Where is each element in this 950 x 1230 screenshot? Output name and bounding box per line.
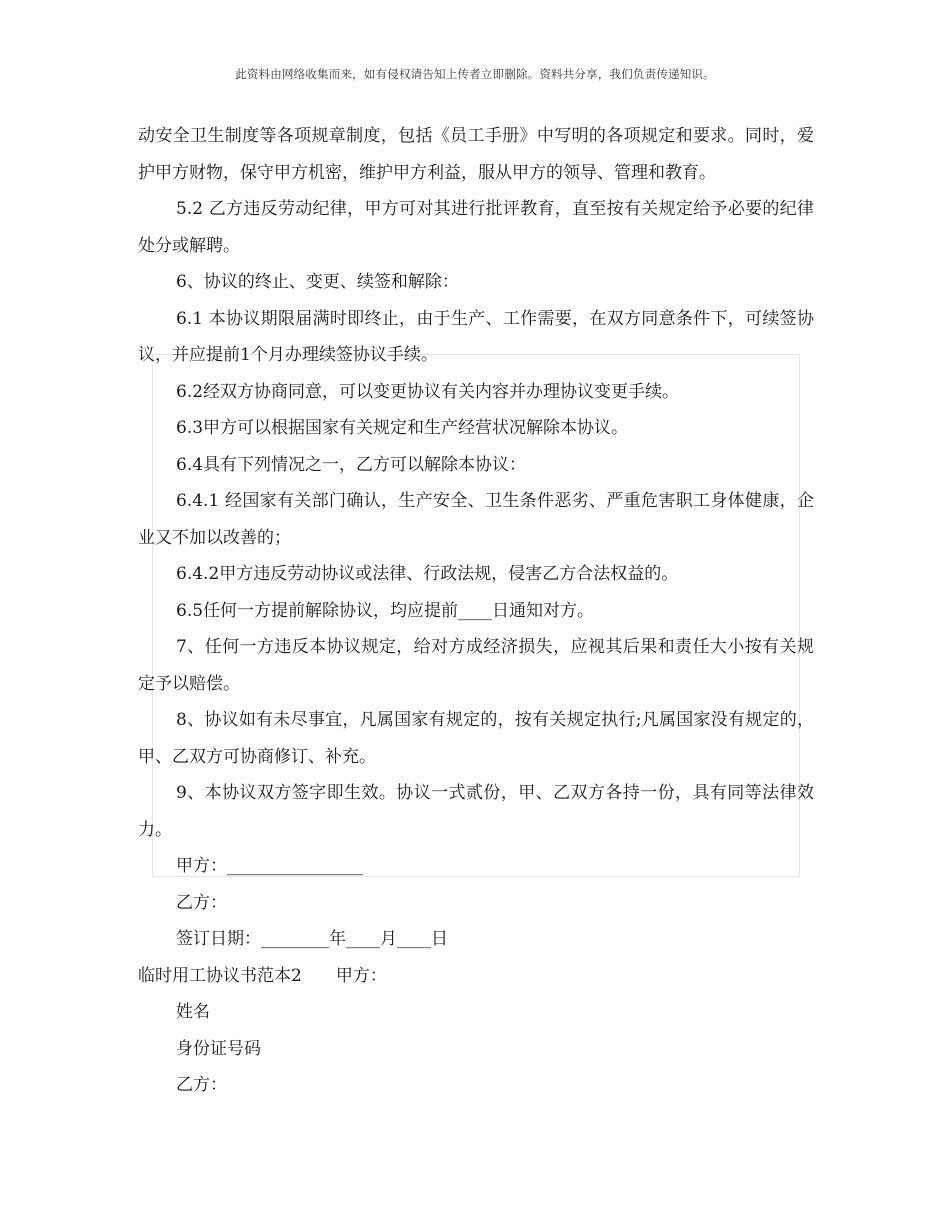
paragraph-rules-obligation: 动安全卫生制度等各项规章制度，包括《员工手册》中写明的各项规定和要求。同时，爱护甲方财物，保守甲方机密，维护甲方利益，服从甲方的领导、管理和教育。 xyxy=(138,126,814,183)
paragraph-6-3: 6.3甲方可以根据国家有关规定和生产经营状况解除本协议。 xyxy=(176,418,629,438)
page-header-notice: 此资料由网络收集而来，如有侵权请告知上传者立即删除。资料共分享，我们负责传递知识。 xyxy=(235,67,715,81)
field-party-b: 乙方： xyxy=(176,1075,227,1095)
signature-party-b: 乙方： xyxy=(176,892,227,913)
paragraph-6-heading: 6、协议的终止、变更、续签和解除： xyxy=(176,272,459,292)
paragraph-6-1: 6.1 本协议期限届满时即终止，由于生产、工作需要，在双方同意条件下，可续签协议，并应提前1个月办理续签协议手续。 xyxy=(138,308,814,365)
paragraph-9: 9、本协议双方签字即生效。协议一式贰份，甲、乙双方各持一份，具有同等法律效力。 xyxy=(138,783,814,840)
signing-date: 签订日期：________年____月____日 xyxy=(176,929,448,949)
paragraph-5-2: 5.2 乙方违反劳动纪律，甲方可对其进行批评教育，直至按有关规定给予必要的纪律处分或解聘。 xyxy=(138,199,814,256)
paragraph-8: 8、协议如有未尽事宜，凡属国家有规定的，按有关规定执行;凡属国家没有规定的，甲、乙双方可协商修订、补充。 xyxy=(138,710,814,767)
document-body xyxy=(138,118,814,1104)
paragraph-6-4-2: 6.4.2甲方违反劳动协议或法律、行政法规，侵害乙方合法权益的。 xyxy=(176,564,679,584)
paragraph-6-2: 6.2经双方协商同意，可以变更协议有关内容并办理协议变更手续。 xyxy=(176,381,680,402)
template-2-title: 临时用工协议书范本2 甲方： xyxy=(138,965,387,986)
field-id-number: 身份证号码 xyxy=(176,1038,261,1059)
paragraph-6-5: 6.5任何一方提前解除协议，均应提前____日通知对方。 xyxy=(176,600,595,621)
signature-party-a: 甲方：________________ xyxy=(176,856,363,876)
paragraph-6-4-1: 6.4.1 经国家有关部门确认，生产安全、卫生条件恶劣、严重危害职工身体健康，企业又不加以改善的； xyxy=(138,491,814,548)
field-name: 姓名 xyxy=(176,1002,210,1022)
paragraph-7: 7、任何一方违反本协议规定，给对方成经济损失，应视其后果和责任大小按有关规定予以赔偿。 xyxy=(138,637,814,694)
paragraph-6-4: 6.4具有下列情况之一，乙方可以解除本协议： xyxy=(176,454,527,475)
